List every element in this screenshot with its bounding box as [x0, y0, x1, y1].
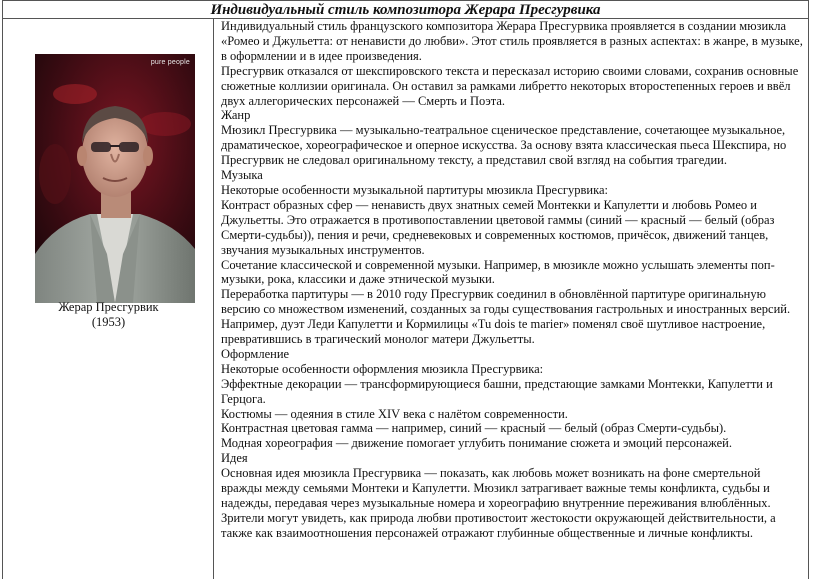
paragraph: Костюмы — одеяния в стиле XIV века с налётом современности.: [221, 406, 568, 421]
paragraph: Контраст образных сфер — ненависть двух знатных семей Монтекки и Капулетти и любовь Ромео и Джульетты. Это отражается в противопоставлении цветовой гаммы (синий — красный — белый (образ Смерти-судьбы)), пения и речи, средневековых и современных костюмов, причёсок, движений танцев, звучания музыкальных инструментов.: [221, 197, 775, 257]
portrait-cell: [3, 19, 214, 579]
table-header-row: [3, 1, 808, 19]
section-heading-music: Музыка: [221, 168, 263, 183]
portrait-caption: [3, 300, 214, 330]
section-heading-genre: Жанр: [221, 108, 251, 123]
photo-credit: pure people: [150, 59, 190, 66]
table-title: Индивидуальный стиль композитора Жерара Пресгурвика: [210, 2, 601, 18]
paragraph: Индивидуальный стиль французского композитора Жерара Пресгурвика проявляется в создании мюзикла «Ромео и Джульетта: от ненависти до любви». Этот стиль проявляется в разных аспектах: в жанре, в музыке, в оформлении и в идее произведения.: [221, 19, 803, 63]
paragraph: Некоторые особенности оформления мюзикла Пресгурвика:: [221, 361, 544, 376]
description-text: [217, 19, 806, 541]
paragraph: Мюзикл Пресгурвика — музыкально-театральное сценическое представление, сочетающее музыкальное, драматическое, хореографическое и оперное искусства. За основу взята классическая пьеса Шекспира, но Пресгурвик не следовал оригинальному тексту, а представил свой взгляд на события трагедии.: [221, 123, 787, 168]
paragraph: Контрастная цветовая гамма — например, синий — красный — белый (образ Смерти-судьбы).: [221, 421, 727, 436]
paragraph: Пресгурвик отказался от шекспировского текста и пересказал историю своими словами, сохранив основные сюжетные коллизии оригинала. Он оставил за рамками либретто некоторых второстепенных героев и ввёл двух аллегорических персонажей — Смерть и Поэта.: [221, 63, 799, 108]
content-table: [2, 0, 809, 579]
paragraph: Модная хореография — движение помогает углубить понимание сюжета и эмоций персонажей.: [221, 436, 732, 451]
composer-portrait: [35, 54, 195, 303]
paragraph: Сочетание классической и современной музыки. Например, в мюзикле можно услышать элементы поп-музыки, рока, классики и даже этнической музыки.: [221, 257, 775, 287]
section-heading-design: Оформление: [221, 346, 290, 361]
composer-name: Жерар Пресгурвик: [58, 300, 159, 314]
paragraph: Эффектные декорации — трансформирующиеся башни, предстающие замками Монтекки, Капулетти и Герцога.: [221, 376, 773, 406]
composer-years: (1953): [91, 315, 126, 329]
paragraph: Некоторые особенности музыкальной партитуры мюзикла Пресгурвика:: [221, 182, 609, 197]
paragraph: Основная идея мюзикла Пресгурвика — показать, как любовь может возникать на фоне смертельной вражды между семьями Монтеки и Капулетти. Мюзикл затрагивает важные темы конфликта, судьбы и надежды, передавая через музыкальные номера и хореографию внутренние переживания влюблённых. Зрители могут увидеть, как природа любви противостоит жестокости окружающей действительности, а также как взаимоотношения персонажей отражают глубинные общественные и личные конфликты.: [221, 466, 776, 540]
description-cell: [217, 19, 806, 579]
paragraph: Переработка партитуры — в 2010 году Пресгурвик соединил в обновлённой партитуре оригинальную версию со множеством изменений, созданных за годы существования гастрольных и иностранных версий. Например, дуэт Леди Капулетти и Кормилицы «Tu dois te marier» поменял своё шутливое настроение, превратившись в трагический монолог матери Джульетты.: [221, 287, 791, 347]
section-heading-idea: Идея: [221, 451, 248, 466]
